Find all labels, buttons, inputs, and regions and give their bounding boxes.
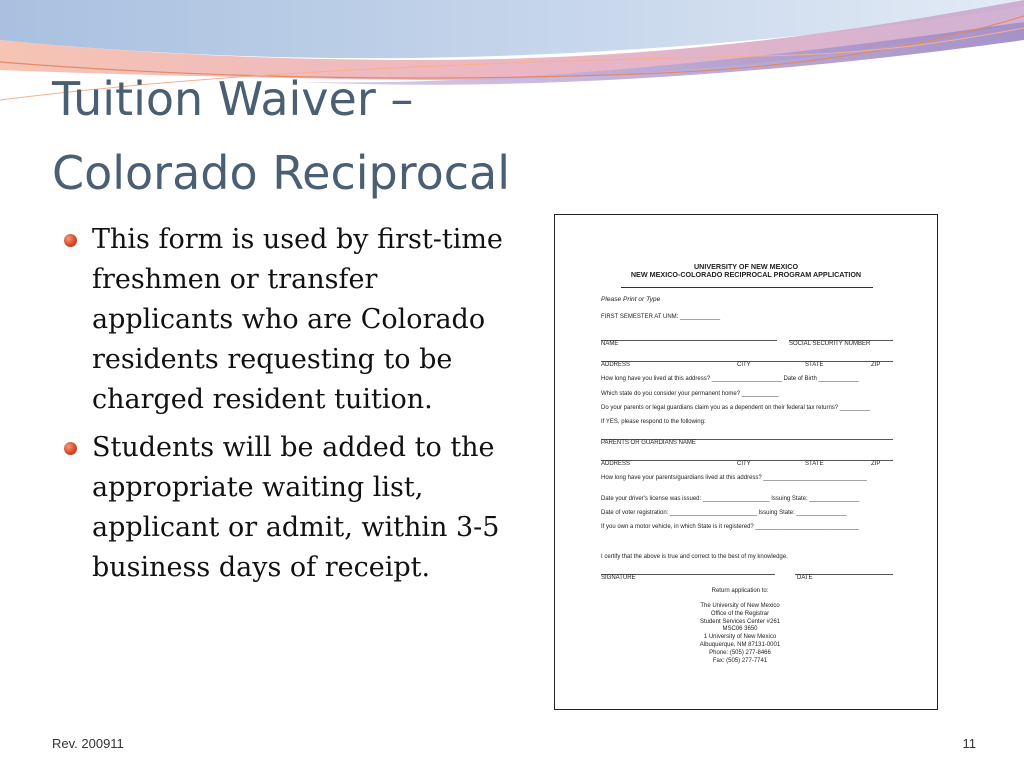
form-signature-label: SIGNATURE — [601, 575, 636, 581]
form-certify-statement: I certify that the above is true and correct to the best of my knowledge. — [601, 554, 788, 560]
bullet-item — [62, 220, 512, 420]
bullet-item — [62, 428, 512, 588]
form-ssn-label: SOCIAL SECURITY NUMBER — [789, 341, 871, 347]
slide-title-line-1: Tuition Waiver – — [52, 72, 414, 126]
form-parents-label: PARENTS OR GUARDIANS NAME — [601, 440, 696, 446]
form-question-license: Date your driver's license was issued: ____________________ Issuing State: _______________ — [601, 496, 860, 502]
bullet-dot-icon — [64, 442, 77, 455]
form-address-line-text: Office of the Registrar — [710, 610, 770, 617]
form-return-to: Return application to: — [711, 588, 769, 594]
form-name-label: NAME — [601, 341, 619, 347]
slide-title — [52, 62, 510, 210]
form-address-line-text: MSC06 3650 — [722, 626, 758, 633]
form-city-label: CITY — [737, 362, 751, 368]
form-state2-label: STATE — [805, 461, 824, 467]
footer-revision: Rev. 200911 — [52, 736, 124, 751]
slide-page-number: 11 — [962, 736, 976, 751]
form-zip2-label: ZIP — [871, 461, 881, 467]
form-city2-label: CITY — [737, 461, 751, 467]
form-question-dependent: Do your parents or legal guardians claim you as a dependent on their federal tax returns? _________ — [601, 405, 870, 411]
form-date-label: DATE — [797, 575, 813, 581]
form-address2-label: ADDRESS — [601, 461, 631, 467]
bullet-text: This form is used by first-time freshmen or transfer applicants who are Colorado residents requesting to be charged resident tuition. — [92, 224, 503, 415]
form-question-vehicle: If you own a motor vehicle, in which State is it registered? _______________________________ — [601, 524, 859, 530]
form-question-if-yes: If YES, please respond to the following: — [601, 419, 706, 425]
form-question-voter: Date of voter registration: __________________________ Issuing State: _______________ — [601, 510, 847, 516]
form-name-line — [601, 340, 777, 341]
form-return-address — [635, 603, 845, 665]
form-address-label: ADDRESS — [601, 362, 631, 368]
form-zip-label: ZIP — [871, 362, 881, 368]
form-first-semester: FIRST SEMESTER AT UNM: ____________ — [601, 314, 721, 320]
application-form-image — [554, 214, 938, 710]
form-address-line-text: The University of New Mexico — [700, 603, 780, 609]
form-address-line-text: Albuquerque, NM 87131-0001 — [699, 641, 781, 648]
slide-title-line-2: Colorado Reciprocal — [52, 146, 511, 200]
form-print-note: Please Print or Type — [601, 296, 661, 303]
form-address-line-text: Phone: (505) 277-8466 — [709, 649, 771, 656]
form-state-label: STATE — [805, 362, 824, 368]
form-question-how-long: How long have you lived at this address? _____________________ Date of Birth ____________ — [601, 376, 859, 382]
form-header-rule — [621, 287, 873, 288]
bullet-dot-icon — [64, 234, 77, 247]
form-address-line-text: 1 University of New Mexico — [703, 634, 777, 641]
form-address-line-text: Student Services Center #261 — [699, 618, 781, 625]
form-address-line-text: Fax: (505) 277-7741 — [712, 657, 768, 664]
form-header-university: UNIVERSITY OF NEW MEXICO — [693, 262, 799, 271]
form-question-parents-how-long: How long have your parents/guardians lived at this address? _______________________________ — [601, 475, 867, 481]
bullet-list — [62, 220, 512, 596]
bullet-text: Students will be added to the appropriate waiting list, applicant or admit, within 3-5 business days of receipt. — [92, 432, 500, 583]
form-header-program: NEW MEXICO-COLORADO RECIPROCAL PROGRAM APPLICATION — [630, 270, 862, 279]
form-question-permanent-home: Which state do you consider your permanent home? ___________ — [601, 391, 779, 397]
